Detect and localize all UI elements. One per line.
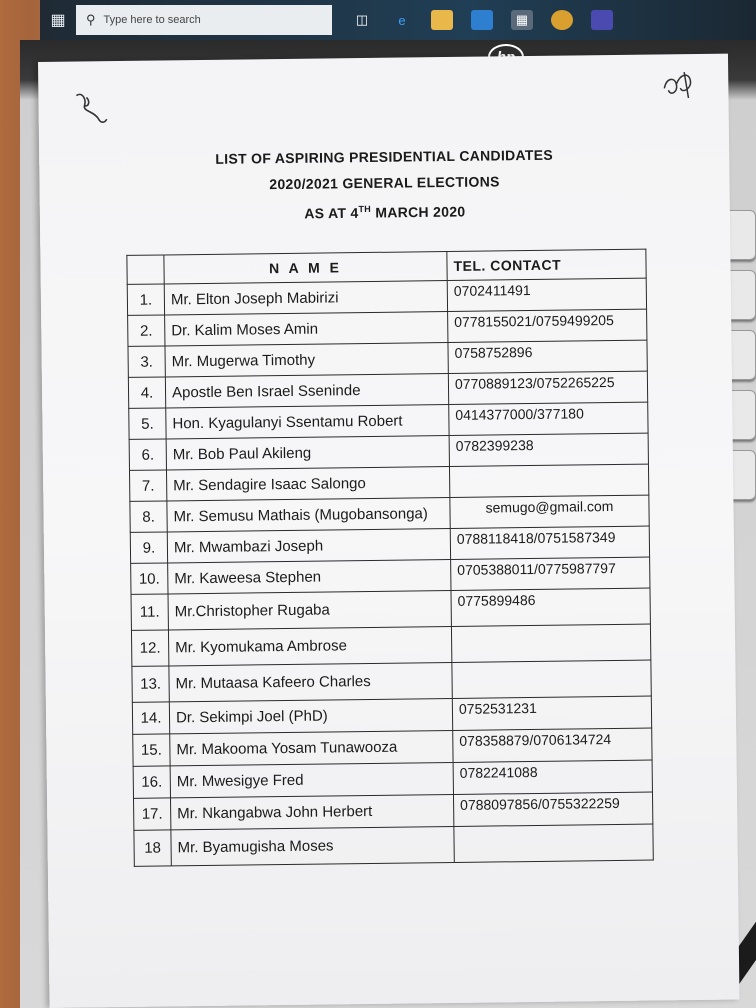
candidate-name: Mr. Kyomukama Ambrose [168,626,451,665]
candidate-name: Mr. Mutaasa Kafeero Charles [169,662,452,701]
row-number: 4. [128,377,165,408]
row-number: 12. [131,630,168,666]
candidate-name: Dr. Sekimpi Joel (PhD) [169,698,452,733]
candidate-name: Mr.Christopher Rugaba [168,590,451,629]
row-number: 6. [129,439,166,470]
chrome-icon[interactable] [551,10,573,30]
windows-taskbar [40,0,756,40]
candidate-name: Mr. Elton Joseph Mabirizi [164,281,447,315]
candidate-contact: 0775899486 [451,588,650,626]
candidate-contact: 0788097856/0755322259 [453,792,652,826]
handwritten-initials-icon [660,68,696,104]
row-number: 16. [133,766,170,798]
store-icon[interactable]: ▦ [511,10,533,30]
candidate-contact: semugo@gmail.com [450,495,649,528]
mail-icon[interactable] [471,10,493,30]
candidate-name: Mr. Mwesigye Fred [170,762,453,797]
search-placeholder: Type here to search [103,14,201,26]
windows-start-icon[interactable]: ▦ [50,12,66,29]
row-number: 7. [129,470,166,501]
candidate-name: Mr. Makooma Yosam Tunawooza [170,730,453,765]
candidate-contact: 0705388011/0775987797 [451,557,650,590]
candidate-name: Mr. Sendagire Isaac Salongo [166,467,449,501]
row-number: 1. [127,284,164,315]
candidate-contact: 0758752896 [448,340,647,373]
candidate-contact: 0788118418/0751587349 [450,526,649,559]
row-number: 13. [132,666,169,702]
row-number: 18 [134,830,171,866]
candidate-contact: 0770889123/0752265225 [448,371,647,404]
row-number: 3. [128,346,165,377]
document-date-line: AS AT 4TH MARCH 2020 [304,203,466,222]
scribble-mark-icon [72,89,112,129]
search-icon: ⚲ [86,12,96,27]
candidate-name: Apostle Ben Israel Sseninde [165,374,448,408]
candidate-contact: 0702411491 [447,278,646,311]
candidates-table [126,249,653,867]
candidate-contact: 0782399238 [449,433,648,466]
candidate-name: Mr. Semusu Mathais (Mugobansonga) [167,498,450,532]
candidate-name: Mr. Mwambazi Joseph [167,528,450,562]
candidate-name: Mr. Nkangabwa John Herbert [171,794,454,829]
candidate-name: Mr. Kaweesa Stephen [168,559,451,593]
candidate-contact [449,464,648,497]
row-number: 8. [130,501,167,532]
document-heading [39,140,730,226]
app-icon[interactable] [591,10,613,30]
candidate-contact [452,660,651,698]
candidate-name: Mr. Mugerwa Timothy [165,343,448,377]
candidate-contact: 0782241088 [453,760,652,794]
candidate-name: Mr. Byamugisha Moses [171,826,454,865]
row-number: 5. [129,408,166,439]
candidate-contact: 0414377000/377180 [449,402,648,435]
document-subtitle: 2020/2021 GENERAL ELECTIONS [269,173,500,193]
header-name: N A M E [164,252,447,284]
file-explorer-icon[interactable] [431,10,453,30]
document-title: LIST OF ASPIRING PRESIDENTIAL CANDIDATES [215,146,554,167]
candidate-contact [454,824,653,862]
header-tel-contact: TEL. CONTACT [447,249,646,280]
edge-browser-icon[interactable]: e [398,12,406,28]
row-number: 17. [134,798,171,830]
candidate-contact: 078358879/0706134724 [453,728,652,762]
table-row [134,824,653,866]
candidate-name: Hon. Kyagulanyi Ssentamu Robert [166,405,449,439]
candidate-contact [451,624,650,662]
document-paper [38,54,740,1008]
candidate-contact: 0778155021/0759499205 [448,309,647,342]
header-number [127,255,164,284]
candidate-contact: 0752531231 [452,696,651,730]
taskbar-search-box[interactable] [76,5,332,35]
row-number: 15. [133,734,170,766]
task-view-icon[interactable]: ◫ [355,12,369,27]
candidate-name: Mr. Bob Paul Akileng [166,436,449,470]
row-number: 9. [130,532,167,563]
row-number: 11. [131,594,168,630]
row-number: 10. [131,563,168,594]
candidate-name: Dr. Kalim Moses Amin [165,312,448,346]
row-number: 14. [132,702,169,734]
row-number: 2. [128,315,165,346]
